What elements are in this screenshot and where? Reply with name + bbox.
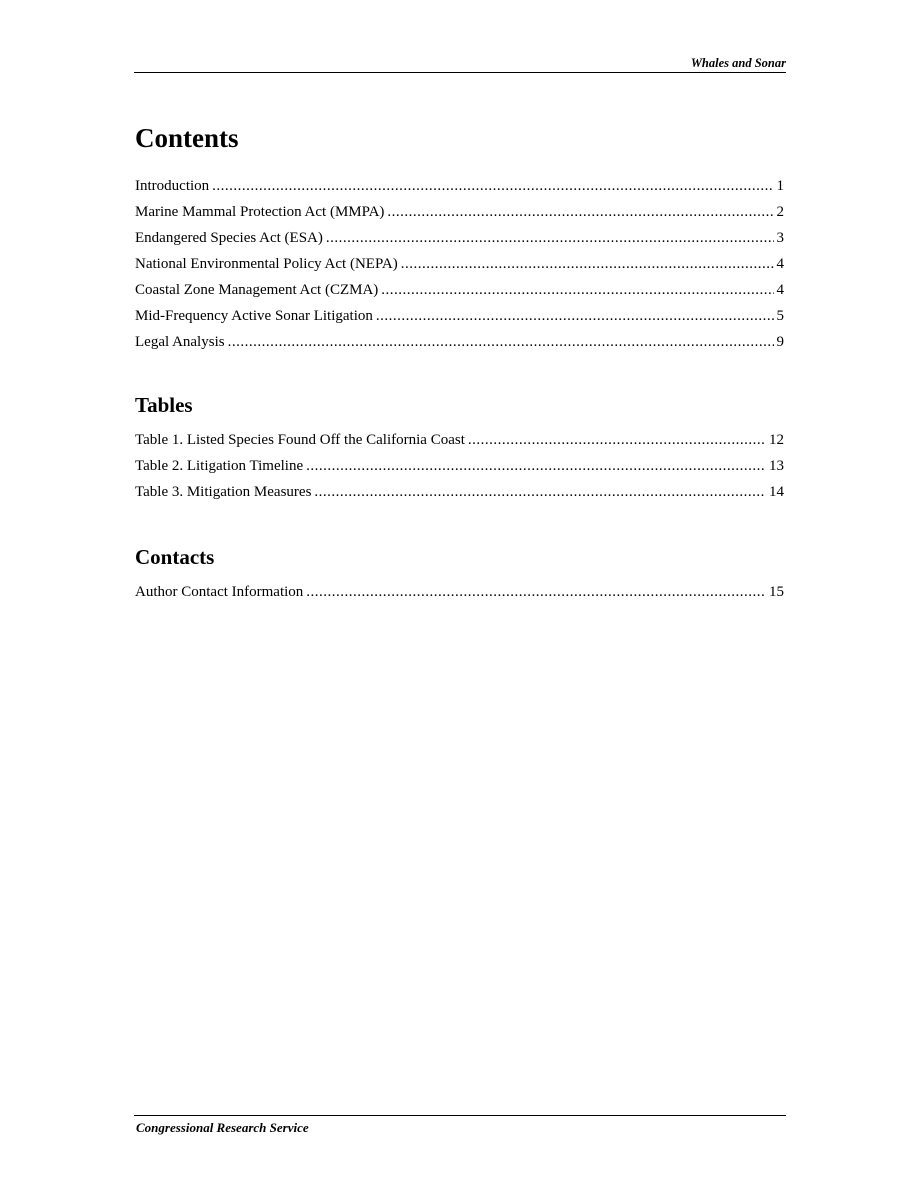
dot-leader [306,453,766,479]
dot-leader [387,199,773,225]
toc-entry-page: 13 [769,458,784,474]
toc-entry-page: 15 [769,584,784,600]
running-header: Whales and Sonar [690,56,786,70]
toc-entry-page: 9 [776,334,784,350]
toc-entry-sonar-litigation[interactable] [135,303,784,329]
contacts-heading: Contacts [135,545,215,569]
toc-entry-esa[interactable] [135,225,784,251]
toc-entry-label: Legal Analysis [135,334,225,350]
dot-leader [381,277,773,303]
toc-entry-czma[interactable] [135,277,784,303]
footer-rule [134,1115,786,1116]
tables-heading: Tables [135,393,193,417]
toc-entry-page: 14 [769,484,784,500]
dot-leader [212,173,773,199]
dot-leader [401,251,774,277]
toc-entry-label: Table 2. Litigation Timeline [135,458,304,474]
toc-entry-page: 12 [769,432,784,448]
toc-entry-table-2[interactable] [135,453,784,479]
tables-list [135,427,784,505]
toc-entry-mmpa[interactable] [135,199,784,225]
toc-entry-author-contact[interactable] [135,579,784,605]
toc-entry-page: 4 [776,282,784,298]
dot-leader [326,225,774,251]
toc-entry-page: 2 [776,204,784,220]
toc-entry-page: 5 [776,308,784,324]
contacts-list [135,579,784,605]
toc-entry-label: Table 3. Mitigation Measures [135,484,312,500]
dot-leader [228,329,774,355]
contents-list [135,173,784,355]
toc-entry-label: National Environmental Policy Act (NEPA) [135,256,398,272]
dot-leader [306,579,766,605]
toc-entry-label: Endangered Species Act (ESA) [135,230,323,246]
toc-entry-label: Introduction [135,178,210,194]
toc-entry-introduction[interactable] [135,173,784,199]
toc-entry-label: Author Contact Information [135,584,304,600]
toc-entry-label: Coastal Zone Management Act (CZMA) [135,282,379,298]
toc-entry-nepa[interactable] [135,251,784,277]
dot-leader [376,303,774,329]
footer-text: Congressional Research Service [136,1120,309,1135]
toc-entry-label: Table 1. Listed Species Found Off the California Coast [135,432,465,448]
toc-entry-table-3[interactable] [135,479,784,505]
toc-entry-legal-analysis[interactable] [135,329,784,355]
toc-entry-label: Marine Mammal Protection Act (MMPA) [135,204,385,220]
toc-entry-page: 1 [776,178,784,194]
dot-leader [314,479,766,505]
header-rule [134,72,786,73]
toc-entry-page: 4 [776,256,784,272]
toc-entry-page: 3 [776,230,784,246]
dot-leader [468,427,766,453]
toc-entry-label: Mid-Frequency Active Sonar Litigation [135,308,373,324]
toc-entry-table-1[interactable] [135,427,784,453]
contents-heading: Contents [135,123,239,153]
